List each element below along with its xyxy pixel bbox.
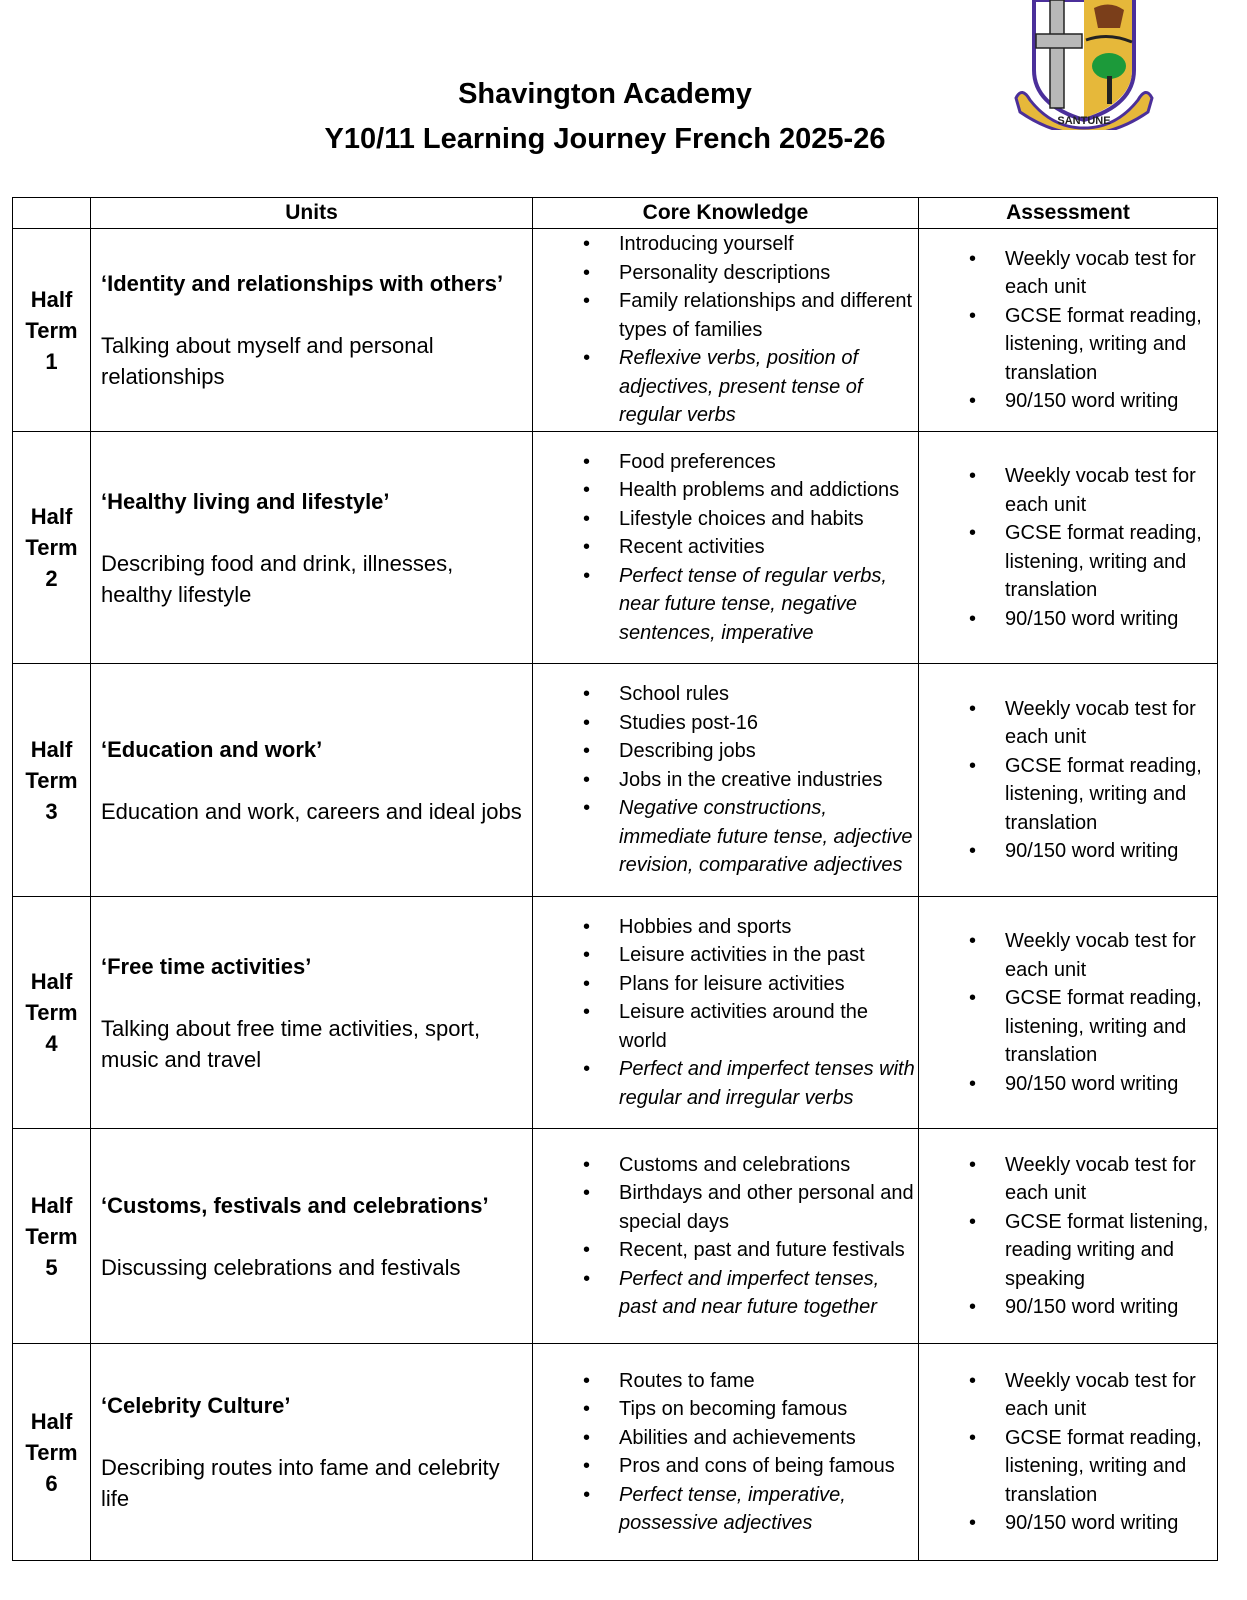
term-label: Half [30, 1192, 73, 1218]
knowledge-list [533, 448, 918, 648]
learning-journey-table [12, 197, 1218, 1561]
unit-cell [91, 897, 533, 1129]
assessment-cell [919, 897, 1218, 1129]
knowledge-item: • Family relationships and different types of families [619, 287, 918, 344]
unit-title: ‘Education and work’ [101, 736, 323, 762]
term-label: 4 [45, 1031, 58, 1056]
core-knowledge-cell [533, 664, 919, 897]
table-row [13, 897, 1218, 1129]
core-knowledge-cell [533, 432, 919, 664]
school-name: Shavington Academy [458, 78, 752, 110]
knowledge-list [533, 680, 918, 880]
term-label: 3 [45, 798, 58, 824]
term-label: Half [30, 969, 73, 994]
assessment-item: • GCSE format reading, listening, writing and translation [1005, 519, 1217, 605]
assessment-item: • Weekly vocab test for each unit [1005, 1151, 1217, 1208]
assessment-item: • GCSE format reading, listening, writing and translation [1005, 752, 1217, 838]
knowledge-list [533, 1151, 918, 1322]
knowledge-item: • Health problems and addictions [619, 476, 918, 505]
unit-title: ‘Customs, festivals and celebrations’ [101, 1192, 489, 1218]
knowledge-item: • Recent, past and future festivals [619, 1236, 918, 1265]
term-label: Term [25, 1439, 78, 1465]
term-cell [13, 664, 91, 897]
table-row [13, 664, 1218, 897]
term-label: Half [30, 1408, 73, 1434]
knowledge-list [533, 230, 918, 430]
assessment-item: • GCSE format listening, reading writing and speaking [1005, 1208, 1217, 1294]
knowledge-item: • Abilities and achievements [619, 1424, 918, 1453]
term-label: Term [25, 1223, 78, 1249]
unit-description: Describing routes into fame and celebrity life [101, 1455, 500, 1511]
assessment-item: • Weekly vocab test for each unit [1005, 462, 1217, 519]
assessment-item: • 90/150 word writing [1005, 387, 1217, 416]
knowledge-item: • Recent activities [619, 533, 918, 562]
header-units: Units [91, 198, 533, 229]
unit-title: ‘Free time activities’ [101, 953, 312, 979]
assessment-list [919, 462, 1217, 633]
assessment-cell [919, 1129, 1218, 1344]
core-knowledge-cell [533, 229, 919, 432]
knowledge-item: • Hobbies and sports [619, 913, 918, 942]
knowledge-item: • Food preferences [619, 448, 918, 477]
assessment-item: • GCSE format reading, listening, writing and translation [1005, 984, 1217, 1070]
knowledge-item: • Leisure activities around the world [619, 998, 918, 1055]
core-knowledge-cell [533, 1129, 919, 1344]
assessment-item: • Weekly vocab test for each unit [1005, 927, 1217, 984]
assessment-cell [919, 664, 1218, 897]
unit-description: Education and work, careers and ideal jobs [101, 798, 522, 824]
unit-description: Talking about free time activities, sport, music and travel [101, 1015, 481, 1072]
knowledge-item: • Negative constructions, immediate future tense, adjective revision, comparative adjectives [619, 794, 918, 880]
term-label: 2 [45, 566, 58, 591]
header-core-knowledge: Core Knowledge [533, 198, 919, 229]
term-label: 5 [45, 1254, 58, 1280]
term-cell [13, 432, 91, 664]
unit-title: ‘Celebrity Culture’ [101, 1393, 291, 1418]
unit-cell [91, 432, 533, 664]
knowledge-item: • Lifestyle choices and habits [619, 505, 918, 534]
assessment-list [919, 1151, 1217, 1322]
knowledge-item: • Plans for leisure activities [619, 970, 918, 999]
unit-cell [91, 1129, 533, 1344]
knowledge-item: • Personality descriptions [619, 259, 918, 288]
knowledge-list [533, 1367, 918, 1538]
assessment-item: • 90/150 word writing [1005, 1509, 1217, 1538]
knowledge-item: • Reflexive verbs, position of adjectives, present tense of regular verbs [619, 344, 918, 430]
core-knowledge-cell [533, 897, 919, 1129]
knowledge-list [533, 913, 918, 1113]
term-label: Term [25, 1000, 78, 1025]
knowledge-item: • Routes to fame [619, 1367, 918, 1396]
term-label: Term [25, 535, 78, 560]
term-label: Half [30, 736, 73, 762]
knowledge-item: • School rules [619, 680, 918, 709]
assessment-item: • 90/150 word writing [1005, 605, 1217, 634]
unit-description: Discussing celebrations and festivals [101, 1254, 461, 1280]
table-row [13, 1344, 1218, 1561]
term-label: Half [30, 504, 73, 529]
term-label: Term [25, 317, 78, 343]
unit-title: ‘Identity and relationships with others’ [101, 271, 504, 296]
assessment-item: • Weekly vocab test for each unit [1005, 1367, 1217, 1424]
assessment-item: • Weekly vocab test for each unit [1005, 245, 1217, 302]
term-label: Half [30, 286, 73, 312]
assessment-item: • Weekly vocab test for each unit [1005, 695, 1217, 752]
unit-cell [91, 664, 533, 897]
knowledge-item: • Pros and cons of being famous [619, 1452, 918, 1481]
assessment-cell [919, 432, 1218, 664]
assessment-item: • 90/150 word writing [1005, 837, 1217, 866]
table-row [13, 432, 1218, 664]
knowledge-item: • Studies post-16 [619, 709, 918, 738]
unit-description: Talking about myself and personal relationships [101, 333, 434, 389]
assessment-list [919, 1367, 1217, 1538]
table-row [13, 229, 1218, 432]
assessment-item: • GCSE format reading, listening, writing and translation [1005, 302, 1217, 388]
knowledge-item: • Perfect and imperfect tenses with regular and irregular verbs [619, 1055, 918, 1112]
assessment-list [919, 927, 1217, 1098]
term-cell [13, 1344, 91, 1561]
knowledge-item: • Introducing yourself [619, 230, 918, 259]
knowledge-item: • Birthdays and other personal and special days [619, 1179, 918, 1236]
svg-text:SANTUNE: SANTUNE [1057, 115, 1111, 127]
assessment-list [919, 245, 1217, 416]
knowledge-item: • Perfect and imperfect tenses, past and near future together [619, 1265, 918, 1322]
header-assessment: Assessment [919, 198, 1218, 229]
assessment-item: • 90/150 word writing [1005, 1293, 1217, 1322]
table-header-row [13, 198, 1218, 229]
knowledge-item: • Perfect tense, imperative, possessive adjectives [619, 1481, 918, 1538]
term-cell [13, 229, 91, 432]
term-label: 1 [45, 348, 58, 374]
assessment-list [919, 695, 1217, 866]
knowledge-item: • Describing jobs [619, 737, 918, 766]
assessment-item: • 90/150 word writing [1005, 1070, 1217, 1099]
unit-title: ‘Healthy living and lifestyle’ [101, 488, 390, 514]
knowledge-item: • Leisure activities in the past [619, 941, 918, 970]
knowledge-item: • Perfect tense of regular verbs, near future tense, negative sentences, imperative [619, 562, 918, 648]
core-knowledge-cell [533, 1344, 919, 1561]
knowledge-item: • Jobs in the creative industries [619, 766, 918, 795]
knowledge-item: • Customs and celebrations [619, 1151, 918, 1180]
term-label: Term [25, 767, 78, 793]
assessment-cell [919, 229, 1218, 432]
term-cell [13, 1129, 91, 1344]
table-row [13, 1129, 1218, 1344]
unit-cell [91, 1344, 533, 1561]
knowledge-item: • Tips on becoming famous [619, 1395, 918, 1424]
school-crest-logo [1012, 0, 1157, 130]
unit-description: Describing food and drink, illnesses, healthy lifestyle [101, 550, 454, 607]
header-term [13, 198, 91, 229]
page-title: Y10/11 Learning Journey French 2025-26 [324, 123, 886, 155]
term-label: 6 [45, 1470, 58, 1496]
term-cell [13, 897, 91, 1129]
assessment-item: • GCSE format reading, listening, writing and translation [1005, 1424, 1217, 1510]
unit-cell [91, 229, 533, 432]
assessment-cell [919, 1344, 1218, 1561]
